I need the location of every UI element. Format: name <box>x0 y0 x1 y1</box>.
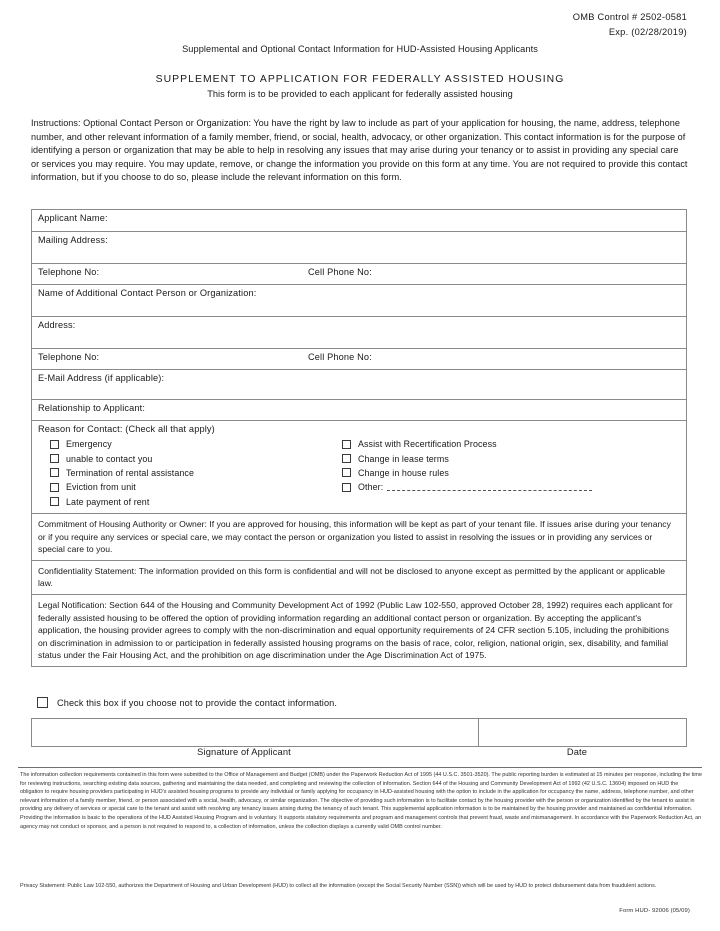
document-title: SUPPLEMENT TO APPLICATION FOR FEDERALLY ASSISTED HOUSING <box>155 74 565 85</box>
confidentiality-statement: Confidentiality Statement: The information provided on this form is confidential and will not be disclosed to anyone except as permitted by the applicant or applicable law. <box>32 561 686 595</box>
checkbox-label: Change in house rules <box>358 467 449 478</box>
label-cell-phone-no: Cell Phone No: <box>308 267 372 277</box>
label-date: Date <box>566 747 588 757</box>
checkbox-item-termination-rental-assistance[interactable] <box>50 466 342 480</box>
label-mailing-address: Mailing Address: <box>38 235 108 245</box>
field-row-address[interactable] <box>32 317 686 349</box>
label-cell-phone-no-2: Cell Phone No: <box>308 352 372 362</box>
checkbox-label: Termination of rental assistance <box>66 467 195 478</box>
signature-box[interactable] <box>31 718 687 747</box>
label-address: Address: <box>38 320 76 330</box>
paperwork-reduction-notice: The information collection requirements contained in this form were submitted to the Office of Management and Budget (OMB) under the Paperwork Reduction Act of 1995 (44 U.S.C. 3501-3520). The public reporting burden is estimated at 15 minutes per response, including the time for reviewing instructions, searching existing data sources, gathering and maintaining the data needed, and completing and reviewing the collection of information. Section 644 of the Housing and Community Development Act of 1992 (42 U.S.C. 13604) imposed on HUD the obligation to require housing providers participating in HUD's assisted housing programs to provide any individual or family applying for occupancy in HUD-assisted housing with the option to include in the application for occupancy the name, address, telephone number, and other relevant information of a family member, friend, or person associated with a social, health, advocacy, or similar organization. The objective of providing such information is to facilitate contact by the housing provider with the person or organization identified by the tenant to assist in providing any delivery of services or special care to the tenant and assist with resolving any tenancy issues arising during the tenancy of such tenant. This supplemental application information is to be maintained by the housing provider and maintained as confidential information. Providing the information is basic to the operations of the HUD Assisted Housing Program and is voluntary. It supports statutory requirements and program and management controls that prevent fraud, waste and mismanagement. In accordance with the Paperwork Reduction Act, an agency may not conduct or sponsor, and a person is not required to respond to, a collection of information, unless the collection displays a currently valid OMB control number. <box>20 772 702 830</box>
footer-divider <box>18 767 702 768</box>
checkbox-item-unable-to-contact[interactable] <box>50 451 342 465</box>
optout-label: Check this box if you choose not to provide the contact information. <box>57 697 338 708</box>
checkbox-label: Late payment of rent <box>66 496 150 507</box>
checkbox-label: Emergency <box>66 439 112 450</box>
label-signature-of-applicant: Signature of Applicant <box>197 747 291 757</box>
checkbox-label: unable to contact you <box>66 453 153 464</box>
checkbox-icon[interactable] <box>50 454 59 463</box>
field-row-telephone-cell-1[interactable] <box>32 264 686 285</box>
label-additional-contact-name: Name of Additional Contact Person or Organization: <box>38 288 257 298</box>
label-telephone-no-2: Telephone No: <box>38 352 100 362</box>
field-row-relationship[interactable] <box>32 400 686 421</box>
checkbox-item-assist-recertification[interactable] <box>342 437 662 451</box>
document-title-note: This form is to be provided to each applicant for federally assisted housing <box>207 89 513 99</box>
label-relationship-to-applicant: Relationship to Applicant: <box>38 403 146 413</box>
checkbox-label: Change in lease terms <box>358 453 449 464</box>
signature-date-divider <box>478 719 479 746</box>
commitment-statement: Commitment of Housing Authority or Owner: If you are approved for housing, this information will be kept as part of your tenant file. If issues arise during your tenancy or if you require any services or special care, we may contact the person or organization you listed to assist in resolving the issues or in providing any services or special care to you. <box>32 514 686 561</box>
reason-options-right-column <box>342 437 662 509</box>
omb-header-block <box>573 10 687 39</box>
document-subtitle: Supplemental and Optional Contact Information for HUD-Assisted Housing Applicants <box>182 44 538 54</box>
checkbox-icon[interactable] <box>342 440 351 449</box>
privacy-statement: Privacy Statement: Public Law 102-550, authorizes the Department of Housing and Urban Development (HUD) to collect all the information (except the Social Security Number (SSN)) which will be used by HUD to protect disbursement data from fraudulent actions. <box>20 883 657 889</box>
field-row-telephone-cell-2[interactable] <box>32 349 686 370</box>
checkbox-item-change-in-house-rules[interactable] <box>342 466 662 480</box>
legal-notification-statement: Legal Notification: Section 644 of the Housing and Community Development Act of 1992 (Public Law 102-550, approved October 28, 1992) requires each applicant for federally assisted housing to be offered the option of providing information regarding an additional contact person or organization. By accepting the applicant's application, the housing provider agrees to comply with the non-discrimination and equal opportunity requirements of 24 CFR section 5.105, including the prohibitions on discrimination in admission to or participation in federally assisted housing programs on the basis of race, color, religion, national origin, sex, disability, and familial status under the Fair Housing Act, and the prohibition on age discrimination under the Age Discrimination Act of 1975. <box>32 595 686 667</box>
checkbox-label: Other: <box>358 482 384 493</box>
omb-expiration-date: Exp. (02/28/2019) <box>608 26 687 37</box>
field-row-email-address[interactable] <box>32 370 686 400</box>
checkbox-item-late-payment-of-rent[interactable] <box>50 495 342 509</box>
checkbox-item-eviction-from-unit[interactable] <box>50 480 342 494</box>
checkbox-icon[interactable] <box>50 468 59 477</box>
field-row-mailing-address[interactable] <box>32 232 686 264</box>
checkbox-icon[interactable] <box>37 697 48 708</box>
checkbox-icon[interactable] <box>342 454 351 463</box>
label-email-address: E-Mail Address (if applicable): <box>38 373 165 383</box>
field-row-applicant-name[interactable] <box>32 210 686 232</box>
checkbox-icon[interactable] <box>342 468 351 477</box>
optout-checkbox-row[interactable] <box>37 697 337 708</box>
label-telephone-no: Telephone No: <box>38 267 100 277</box>
checkbox-icon[interactable] <box>50 497 59 506</box>
checkbox-label: Assist with Recertification Process <box>358 439 497 450</box>
instructions-paragraph: Instructions: Optional Contact Person or Organization: You have the right by law to include as part of your application for housing, the name, address, telephone number, and other relevant information of a family member, friend, or social, health, advocacy, or other organization. This contact information is for the purpose of identifying a person or organization that may be able to help in resolving any issues that may arise during your tenancy or to assist in providing any special care or services you may require. You may update, remove, or change the information you provide on this form at any time. You are not required to provide this contact information, but if you choose to do so, please include the relevant information on this form. <box>31 118 688 183</box>
label-applicant-name: Applicant Name: <box>38 213 108 223</box>
reason-options-left-column <box>50 437 342 509</box>
checkbox-label: Eviction from unit <box>66 482 136 493</box>
checkbox-item-change-in-lease-terms[interactable] <box>342 451 662 465</box>
form-number: Form HUD- 92006 (05/09) <box>619 908 690 914</box>
other-text-input[interactable] <box>387 483 592 491</box>
label-reason-for-contact: Reason for Contact: (Check all that apply) <box>38 424 215 434</box>
checkbox-item-emergency[interactable] <box>50 437 342 451</box>
checkbox-icon[interactable] <box>50 440 59 449</box>
checkbox-icon[interactable] <box>342 483 351 492</box>
field-row-additional-contact-name[interactable] <box>32 285 686 317</box>
contact-information-table <box>31 209 687 667</box>
checkbox-item-other[interactable] <box>342 480 662 494</box>
omb-control-number: OMB Control # 2502-0581 <box>572 12 687 22</box>
checkbox-icon[interactable] <box>50 483 59 492</box>
reason-for-contact-section <box>32 421 686 514</box>
